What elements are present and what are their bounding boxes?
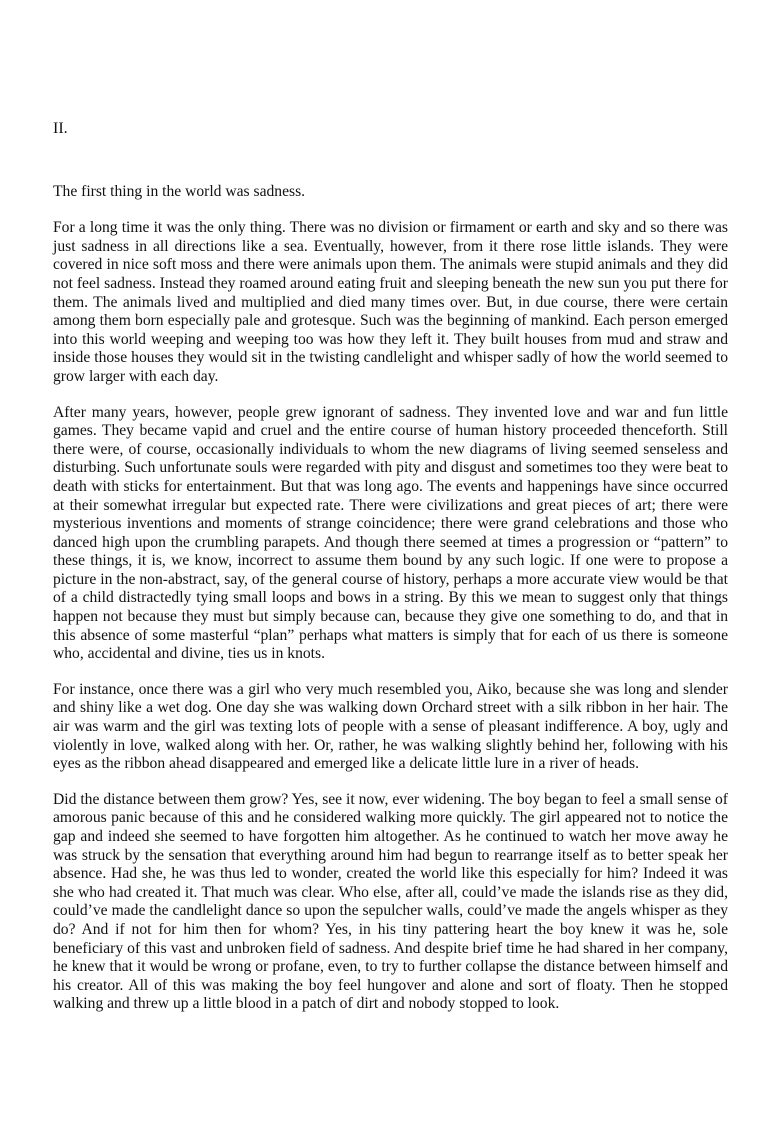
paragraph-opening: The first thing in the world was sadness. [53, 182, 306, 200]
paragraph-distance: Did the distance between them grow? Yes, see it now, ever widening. The boy began to feel a small sense of amorous panic because of this and he considered walking more quickly. The girl appeared not to notice the gap and indeed she seemed to have forgotten him altogether. As he continued to watch her move away he was struck by the sensation that everything around him had begun to rearrange itself as to better speak her absence. Had she, he was thus led to wonder, created the world like this especially for him? Indeed it was she who had created it. That much was clear. Who else, after all, could’ve made the islands rise as they did, could’ve made the candlelight dance so upon the sepulcher walls, could’ve made the angels whisper as they do? And if not for him then for whom? Yes, in his tiny pattering heart the boy knew it was he, sole beneficiary of this vast and unbroken field of sadness. And despite brief time he had shared in her company, he knew that it would be wrong or profane, even, to try to further collapse the distance between himself and his creator. All of this was making the boy feel hungover and alone and sort of floaty. Then he stopped walking and threw up a little blood in a patch of dirt and nobody stopped to look. [53, 790, 728, 1013]
paragraph-history: After many years, however, people grew ignorant of sadness. They invented love and war and fun little games. They became vapid and cruel and the entire course of human history proceeded thenceforth. Still there were, of course, occasionally individuals to whom the new diagrams of living seemed senseless and disturbing. Such unfortunate souls were regarded with pity and disgust and sometimes too they were beat to death with sticks for entertainment. But that was long ago. The events and happenings have since occurred at their somewhat irregular but expected rate. There were civilizations and great pieces of art; there were mysterious inventions and moments of strange coincidence; there were grand celebrations and those who danced high upon the crumbling parapets. And though there seemed at times a progression or “pattern” to these things, it is, we know, incorrect to assume them bound by any such logic. If one were to propose a picture in the non-abstract, say, of the general course of history, perhaps a more accurate view would be that of a child distractedly tying small loops and bows in a string. By this we mean to suggest only that things happen not because they must but simply because can, because they give one something to do, and that in this absence of some masterful “plan” perhaps what matters is simply that for each of us there is someone who, accidental and divine, ties us in knots. [53, 403, 728, 663]
document-page [53, 120, 728, 1031]
section-heading: II. [53, 120, 68, 137]
paragraph-creation: For a long time it was the only thing. There was no division or firmament or earth and sky and so there was just sadness in all directions like a sea. Eventually, however, from it there rose little islands. They were covered in nice soft moss and there were animals upon them. The animals were stupid animals and they did not feel sadness. Instead they roamed around eating fruit and sleeping beneath the new sun you put there for them. The animals lived and multiplied and died many times over. But, in due course, there were certain among them born especially pale and grotesque. Such was the beginning of mankind. Each person emerged into this world weeping and weeping too was how they left it. They built houses from mud and straw and inside those houses they would sit in the twisting candlelight and whisper sadly of how the world seemed to grow larger with each day. [53, 219, 728, 385]
paragraph-girl-and-boy: For instance, once there was a girl who very much resembled you, Aiko, because she was long and slender and shiny like a wet dog. One day she was walking down Orchard street with a silk ribbon in her hair. The air was warm and the girl was texting lots of people with a sense of pleasant indifference. A boy, ugly and violently in love, walked along with her. Or, rather, he was walking slightly behind her, following with his eyes as the ribbon ahead disappeared and emerged like a delicate little lure in a river of heads. [53, 680, 728, 773]
